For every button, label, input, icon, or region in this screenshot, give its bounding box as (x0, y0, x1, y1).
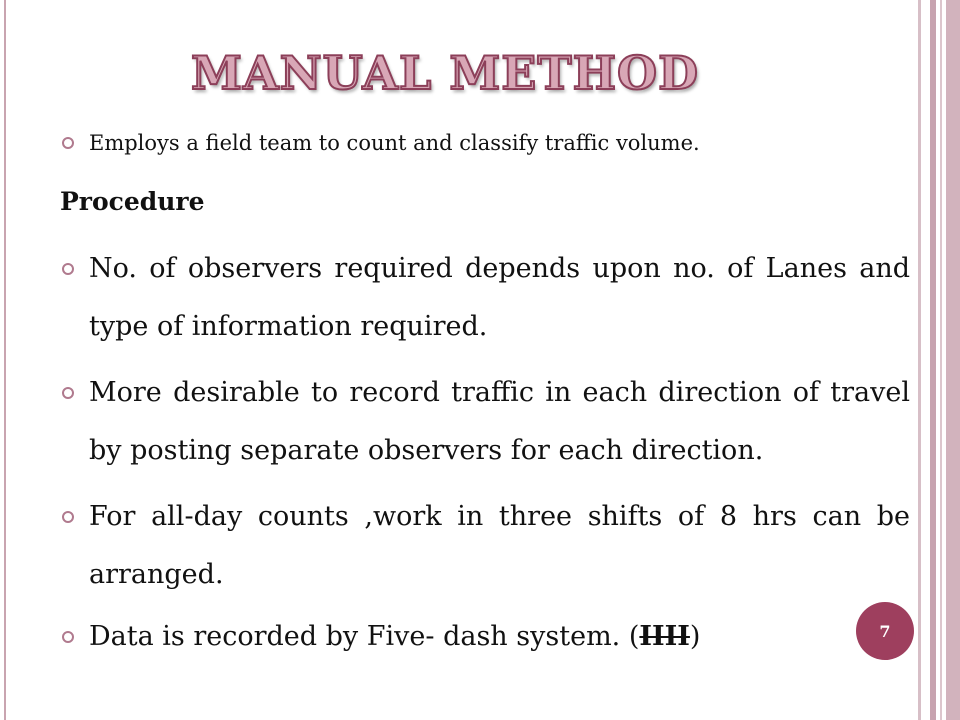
bullet-text: For all-day counts ,work in three shifts of 8 hrs can be arranged. (89, 501, 910, 590)
intro-text: Employs a field team to count and classify traffic volume. (89, 131, 700, 155)
right-decor-stripe (946, 0, 960, 720)
right-decor-stripe (930, 0, 936, 720)
bullet-circle-icon (62, 137, 74, 149)
bullet-circle-icon (62, 387, 74, 399)
five-dash-text: Data is recorded by Five- dash system. ( (89, 621, 640, 652)
procedure-heading: Procedure (60, 187, 205, 216)
right-decor-stripe (918, 0, 921, 720)
bullet-text: More desirable to record traffic in each direction of travel by posting separate observers for each direction. (89, 377, 910, 466)
intro-bullet-item (62, 128, 910, 158)
right-decor-stripe (940, 0, 942, 720)
bullet-text: No. of observers required depends upon no. of Lanes and type of information required. (89, 253, 910, 342)
bullet-circle-icon (62, 511, 74, 523)
close-paren: ) (689, 621, 701, 652)
page-number-badge: 7 (856, 602, 914, 660)
bullet-circle-icon (62, 263, 74, 275)
tally-mark: IIII (639, 621, 690, 652)
slide-title: MANUAL METHOD (190, 46, 700, 100)
bullet-text (89, 608, 910, 666)
left-border-line (4, 0, 6, 720)
bullet-circle-icon (62, 631, 74, 643)
